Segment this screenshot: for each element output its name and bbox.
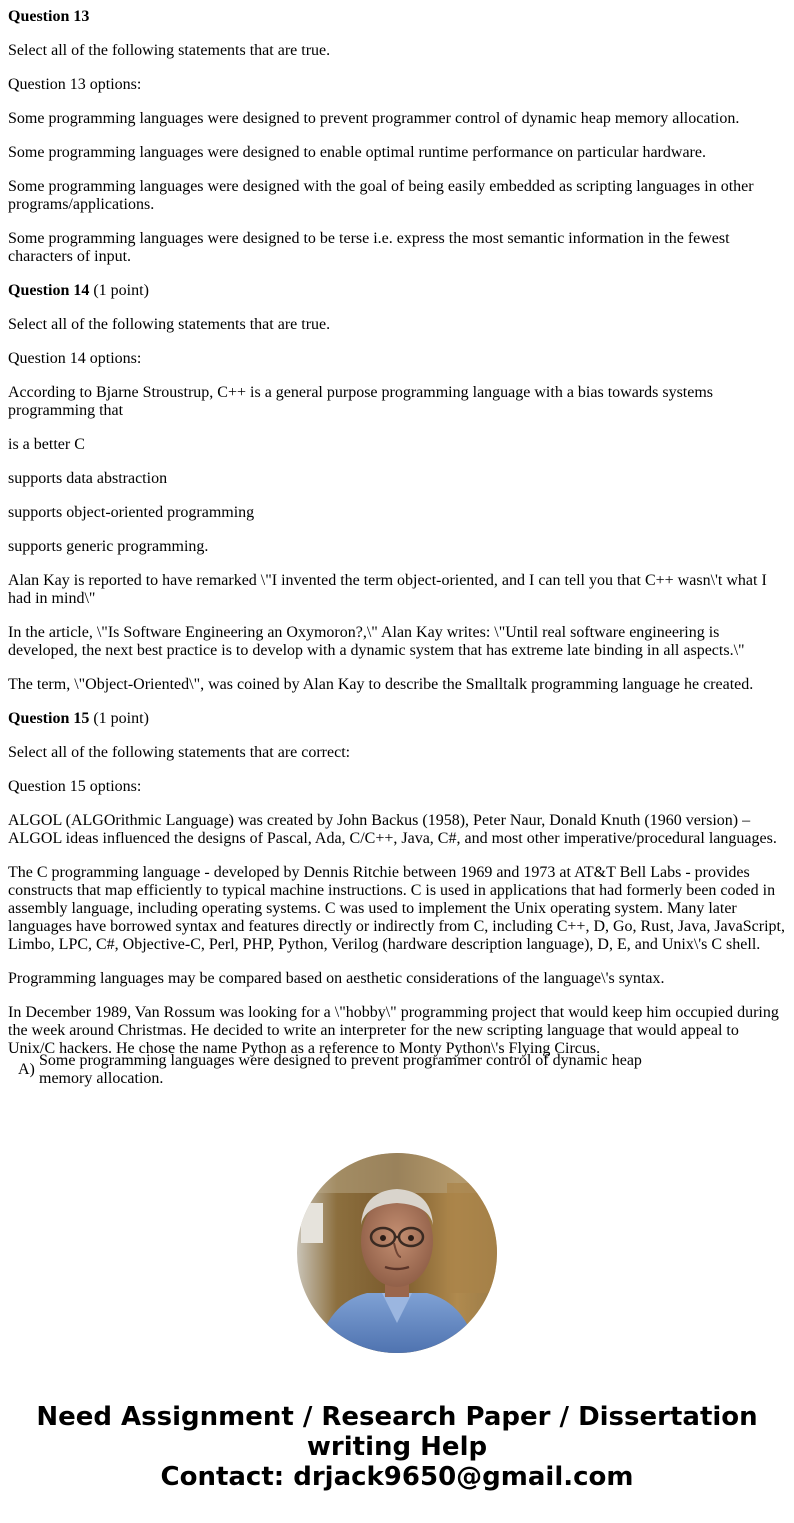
banner-line-2: writing Help [306, 1432, 488, 1462]
question-content [8, 8, 786, 1074]
question-14-options-label: Question 14 options: [8, 350, 142, 367]
question-15-option: Programming languages may be compared based on aesthetic considerations of the language\'s syntax. [8, 970, 665, 987]
question-14-option: supports data abstraction [8, 470, 168, 487]
question-15-points: (1 point) [89, 710, 149, 727]
banner-line-3: Contact: drjack9650@gmail.com [160, 1462, 634, 1492]
question-13-option: Some programming languages were designed to enable optimal runtime performance on particular hardware. [8, 144, 706, 161]
question-14-option: supports generic programming. [8, 538, 209, 555]
question-13-heading [8, 8, 786, 26]
answer-letter: A) [18, 1061, 35, 1078]
question-14-heading [8, 282, 786, 300]
banner-line-1: Need Assignment / Research Paper / Dissertation [36, 1402, 758, 1432]
question-14-option: In the article, \"Is Software Engineering an Oxymoron?,\" Alan Kay writes: \"Until real software engineering is developed, the next best practice is to develop with a dynamic system that has extreme late binding in all aspects.\" [8, 624, 745, 659]
question-14-title: Question 14 [8, 282, 90, 299]
question-13-option: Some programming languages were designed to prevent programmer control of dynamic heap memory allocation. [8, 110, 740, 127]
question-14-option: is a better C [8, 436, 85, 453]
question-13-option: Some programming languages were designed with the goal of being easily embedded as scripting languages in other programs/applications. [8, 178, 754, 213]
question-13-title: Question 13 [8, 8, 90, 25]
contact-banner [0, 1402, 794, 1492]
question-13-prompt: Select all of the following statements that are true. [8, 42, 331, 59]
question-15-option: The C programming language - developed by Dennis Ritchie between 1969 and 1973 at AT&T Bell Labs - provides constructs that map efficiently to typical machine instructions. C is used in applications that had formerly been coded in assembly language, including operating systems. C was used to implement the Unix operating system. Many later languages have borrowed syntax and features directly or indirectly from C, including C++, D, Go, Rust, Java, JavaScript, Limbo, LPC, C#, Objective-C, Perl, PHP, Python, Verilog (hardware description language), D, E, and Unix\'s C shell. [8, 864, 785, 953]
question-15-title: Question 15 [8, 710, 90, 727]
question-13-option: Some programming languages were designed to be terse i.e. express the most semantic information in the fewest characters of input. [8, 230, 730, 265]
answer-row [18, 1052, 658, 1088]
answer-text: Some programming languages were designed to prevent programmer control of dynamic heap memory allocation. [39, 1052, 642, 1087]
question-15-option: ALGOL (ALGOrithmic Language) was created by John Backus (1958), Peter Naur, Donald Knuth (1960 version) – ALGOL ideas influenced the designs of Pascal, Ada, C/C++, Java, C#, and most other imperative/procedural languages. [8, 812, 777, 847]
question-14-option: According to Bjarne Stroustrup, C++ is a general purpose programming language with a bias towards systems programming that [8, 384, 714, 419]
question-14-points: (1 point) [89, 282, 149, 299]
question-14-option: Alan Kay is reported to have remarked \"I invented the term object-oriented, and I can tell you that C++ wasn\'t what I had in mind\" [8, 572, 767, 607]
tutor-photo [297, 1153, 497, 1353]
question-15-option: In December 1989, Van Rossum was looking for a \"hobby\" programming project that would keep him occupied during the week around Christmas. He decided to write an interpreter for the new scripting language that would appeal to Unix/C hackers. He chose the name Python as a reference to Monty Python\'s Flying Circus. [8, 1004, 779, 1057]
question-14-prompt: Select all of the following statements that are true. [8, 316, 331, 333]
question-15-heading [8, 710, 786, 728]
tutor-portrait-image [297, 1153, 497, 1353]
question-15-options-label: Question 15 options: [8, 778, 142, 795]
question-15-prompt: Select all of the following statements that are correct: [8, 744, 351, 761]
question-14-option: supports object-oriented programming [8, 504, 255, 521]
question-14-option: The term, \"Object-Oriented\", was coined by Alan Kay to describe the Smalltalk programming language he created. [8, 676, 754, 693]
question-13-options-label: Question 13 options: [8, 76, 142, 93]
